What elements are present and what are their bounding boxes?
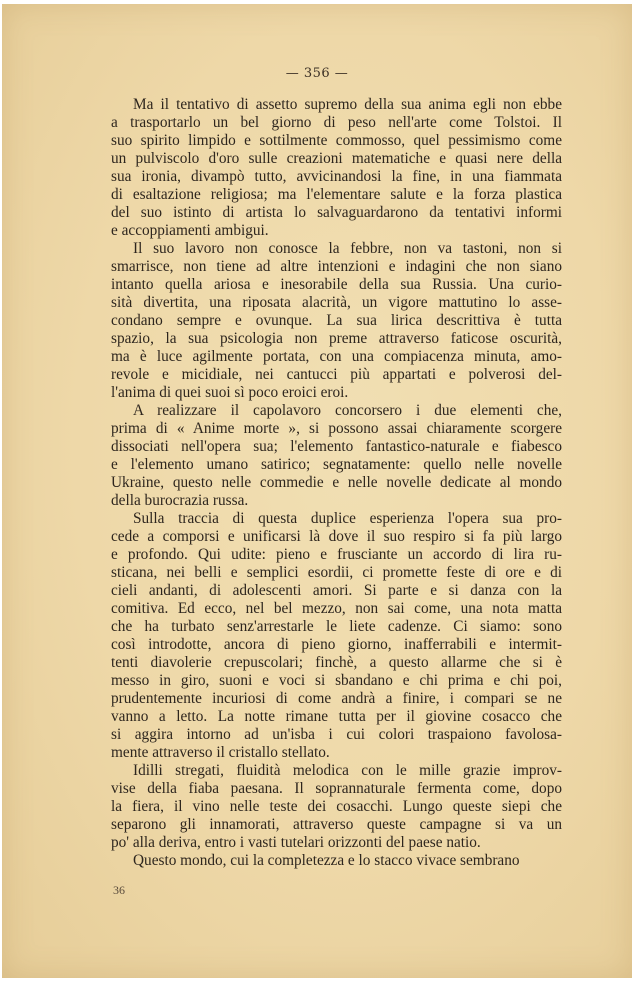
text-line: suo spirito limpido e sottilmente commosso, quel pessimismo come (111, 132, 562, 149)
page-number-header: — 356 — (285, 66, 349, 81)
paragraph (111, 510, 562, 762)
text-line: vise della fiaba paesana. Il soprannaturale fermenta come, dopo (111, 780, 562, 797)
text-line: cieli andanti, di adolescenti amori. Si parte e si danza con la (111, 582, 562, 599)
text-line: che ha turbato senz'arrestarle le liete cadenze. Ci siamo: sono (111, 618, 562, 635)
text-line: Idilli stregati, fluidità melodica con le mille grazie improv- (133, 762, 562, 779)
text-line: A realizzare il capolavoro concorsero i due elementi che, (133, 402, 562, 419)
text-line: sua ironia, divampò tutto, avvicinandosi la fine, in una fiammata (111, 168, 562, 185)
text-line: comitiva. Ed ecco, nel bel mezzo, non sai come, una nota matta (111, 600, 562, 617)
body-text (111, 96, 562, 870)
text-line: prudentemente incuriosi di come andrà a finire, i compari se ne (111, 690, 562, 707)
book-page (2, 4, 632, 978)
text-line: messo in giro, suoni e voci si sbandano e chi prima e chi poi, (111, 672, 562, 689)
text-line: così introdotte, ancora di pieno giorno, inafferrabili e intermit- (111, 636, 562, 653)
text-line: Sulla traccia di questa duplice esperienza l'opera sua pro- (133, 510, 562, 527)
text-line: sticana, nei belli e semplici esordii, ci promette feste di ore e di (111, 564, 562, 581)
paragraph (111, 402, 562, 510)
text-line: e accoppiamenti ambigui. (111, 222, 269, 239)
text-line: un pulviscolo d'oro sulle creazioni matematiche e quasi nere della (111, 150, 562, 167)
signature-mark: 36 (113, 883, 125, 897)
text-line: l'anima di quei suoi sì poco eroici eroi. (111, 384, 349, 401)
text-line: mente attraverso il cristallo stellato. (111, 744, 330, 761)
text-line: Questo mondo, cui la completezza e lo stacco vivace sembrano (133, 852, 520, 869)
text-line: sità divertita, una riposata alacrità, un vigore mattutino lo asse- (111, 294, 562, 311)
text-line: po' alla deriva, entro i vasti tutelari orizzonti del paese natio. (111, 834, 481, 851)
text-line: della burocrazia russa. (111, 492, 249, 509)
text-line: cede a comporsi e unificarsi là dove il suo respiro si fa più largo (111, 528, 562, 545)
text-line: ma è luce agilmente portata, con una compiacenza minuta, amo- (111, 348, 562, 365)
text-line: separono gli innamorati, attraverso queste campagne si va un (111, 816, 562, 833)
text-line: intanto quella ariosa e inesorabile della sua Russia. Una curio- (111, 276, 562, 293)
paragraph (111, 96, 562, 240)
text-line: di esaltazione religiosa; ma l'elementare salute e la forza plastica (111, 186, 562, 203)
paragraph (111, 852, 562, 870)
text-line: prima di « Anime morte », si possono assai chiaramente scorgere (111, 420, 562, 437)
text-line: si aggira intorno ad un'isba i cui colori traspaiono favolosa- (111, 726, 562, 743)
text-line: Ma il tentativo di assetto supremo della sua anima egli non ebbe (133, 96, 562, 113)
text-line: Ukraine, questo nelle commedie e nelle novelle dedicate al mondo (111, 474, 562, 491)
text-line: Il suo lavoro non conosce la febbre, non va tastoni, non si (133, 240, 562, 257)
text-line: tenti diavolerie crepuscolari; finchè, a questo allarme che si è (111, 654, 562, 671)
text-line: dissociati nell'opera sua; l'elemento fantastico-naturale e fiabesco (111, 438, 562, 455)
text-line: condano sempre e ovunque. La sua lirica descrittiva è tutta (111, 312, 562, 329)
text-line: smarrisce, non tiene ad altre intenzioni e indagini che non siano (111, 258, 562, 275)
paragraph (111, 240, 562, 402)
text-line: a trasportarlo un bel giorno di peso nell'arte come Tolstoi. Il (111, 114, 562, 131)
text-line: vanno a letto. La notte rimane tutta per il giovine cosacco che (111, 708, 562, 725)
paragraph (111, 762, 562, 852)
text-line: e profondo. Qui udite: pieno e frusciante un accordo di lira ru- (111, 546, 562, 563)
text-line: spazio, la sua psicologia non preme attraverso faticose oscurità, (111, 330, 562, 347)
text-line: revole e micidiale, nei cantucci più appartati e polverosi del- (111, 366, 562, 383)
text-line: e l'elemento umano satirico; segnatamente: quello nelle novelle (111, 456, 562, 473)
text-line: la fiera, il vino nelle teste dei cosacchi. Lungo queste siepi che (111, 798, 562, 815)
text-line: del suo istinto di artista lo salvaguardarono da tentativi informi (111, 204, 562, 221)
